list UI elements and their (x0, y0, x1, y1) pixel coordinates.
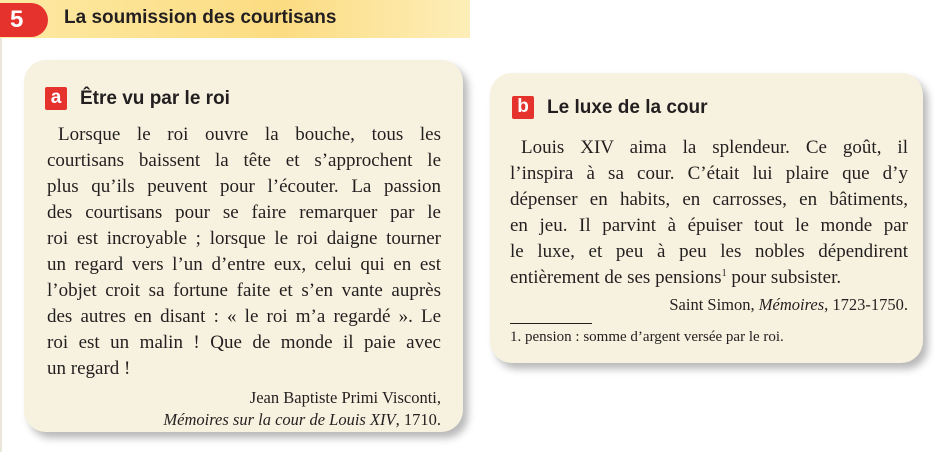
document-a-work: Mémoires sur la cour de Louis XIV (163, 410, 396, 429)
document-a-text (47, 122, 441, 431)
text-line: des autres en disant : « le roi m’a regardé ». Le (47, 306, 441, 327)
document-a-reference (47, 409, 441, 431)
text-line: roi est un malin ! Que de monde il paie avec (47, 332, 441, 353)
document-b-text (510, 135, 908, 316)
footnote-divider (510, 323, 592, 324)
document-card-b (490, 73, 923, 363)
document-b-heading (512, 96, 708, 119)
text-line: des courtisans pour se faire remarquer par le (47, 202, 441, 223)
footnote: 1. pension : somme d’argent versée par le roi. (510, 329, 784, 345)
document-b-reference (510, 294, 908, 316)
document-b-work: Mémoires (758, 295, 825, 314)
section-header (0, 0, 470, 38)
text-line: l’objet croit sa fortune faite et s’en vante auprès (47, 280, 441, 301)
text-line: Lorsque le roi ouvre la bouche, tous les (58, 124, 441, 145)
document-a-heading (45, 87, 230, 110)
document-card-a (24, 60, 463, 432)
text-line (510, 265, 908, 291)
document-a-letter-badge: a (45, 87, 67, 110)
section-number-badge (0, 3, 48, 37)
document-a-author: Jean Baptiste Primi Visconti, (249, 388, 441, 407)
document-a-title: Être vu par le roi (80, 87, 230, 109)
section-title: La soumission des courtisans (64, 7, 337, 28)
section-number: 5 (10, 6, 24, 33)
text-line: en jeu. Il parvint à épuiser tout le monde par (510, 215, 908, 236)
text-line: dépenser en habits, en carrosses, en bâtiments, (510, 189, 908, 210)
text-fragment: pour subsister. (726, 267, 842, 288)
text-line: l’inspira à sa cour. C’était lui plaire que d’y (510, 163, 908, 184)
document-b-year: , 1723-1750. (824, 295, 908, 314)
footnote-reference: 1 (721, 268, 727, 279)
text-fragment: entièrement de ses pensions (510, 267, 722, 288)
text-line: le luxe, et peu à peu les nobles dépendirent (510, 241, 908, 262)
text-line: courtisans baissent la tête et s’approchent le (47, 150, 441, 171)
document-b-letter-badge: b (512, 96, 534, 119)
document-b-title: Le luxe de la cour (547, 96, 708, 118)
document-b-author: Saint Simon, (669, 295, 759, 314)
text-line: Louis XIV aima la splendeur. Ce goût, il (521, 137, 908, 158)
text-line: un regard vers l’un d’entre eux, celui qui en est (47, 254, 441, 275)
page-margin-rule (0, 38, 2, 452)
text-line: un regard ! (47, 358, 131, 379)
text-line: roi est incroyable ; lorsque le roi daigne tourner (47, 228, 441, 249)
text-line: plus qu’ils peuvent pour l’écouter. La passion (47, 176, 441, 197)
document-a-year: , 1710. (395, 410, 441, 429)
